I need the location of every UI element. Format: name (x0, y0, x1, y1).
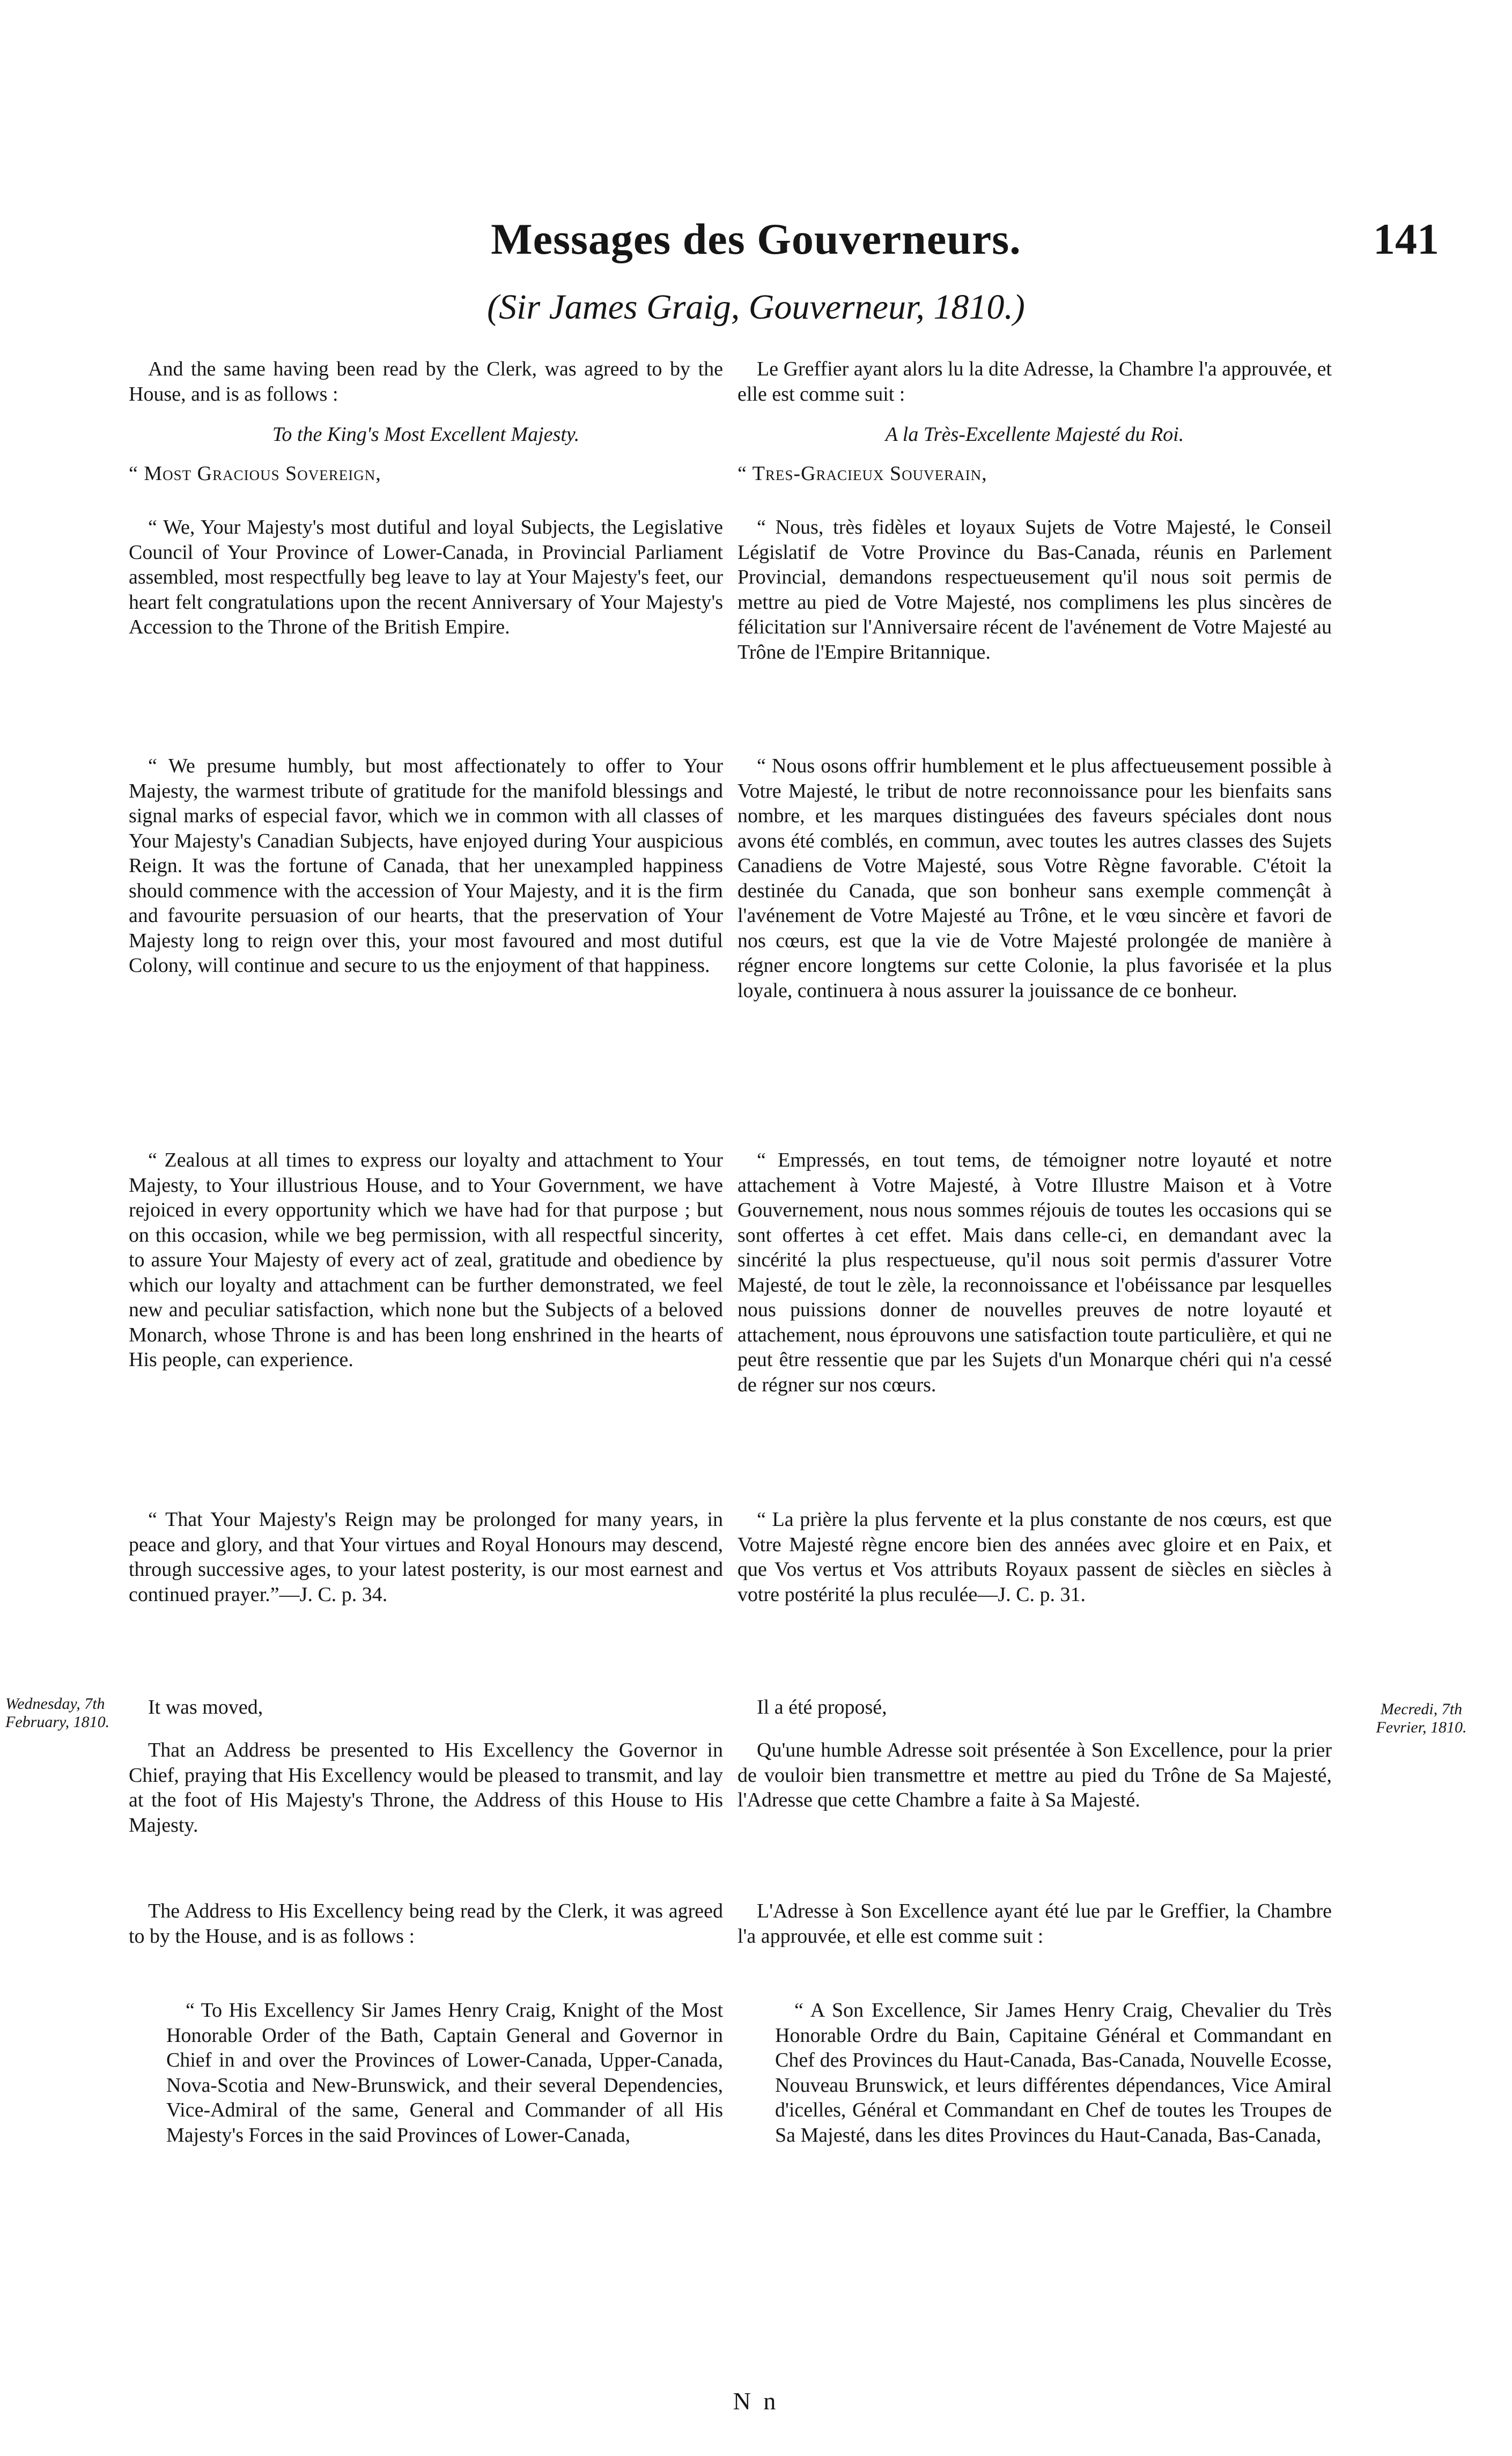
english-paragraph-2: “ We presume humbly, but most affectionately to offer to Your Majesty, the warmest tribute of gratitude for the manifold blessings and signal marks of especial favor, which we in common with all classes of Your Majesty's Canadian Subjects, have enjoyed during Your auspicious Reign. It was the fortune of Canada, that her unexampled happiness should commence with the accession of Your Majesty, and it is the firm and favourite persuasion of our hearts, that the preservation of Your Majesty long to reign over this, your most favoured and most dutiful Colony, will continue and secure to us the enjoyment of that happiness. (129, 755, 723, 977)
english-to-excellency: “ To His Excellency Sir James Henry Craig, Knight of the Most Honorable Order of the Bath, Captain General and Governor in Chief in and over the Provinces of Lower-Canada, Upper-Canada, Nova-Scotia and New-Brunswick, and their several Dependencies, Vice-Admiral of the same, General and Commander of all His Majesty's Forces in the said Provinces of Lower-Canada, (166, 1999, 723, 2147)
english-agreed: The Address to His Excellency being read by the Clerk, it was agreed to by the House, and is as follows : (129, 1900, 723, 1948)
french-motion: Qu'une humble Adresse soit présentée à Son Excellence, pour la prier de vouloir bien transmettre et mettre au pied du Trône de Sa Majesté, l'Adresse que cette Chambre a faite à Sa Majesté. (737, 1739, 1332, 1811)
english-paragraph-3: “ Zealous at all times to express our loyalty and attachment to Your Majesty, to Your illustrious House, and to Your Government, we have rejoiced in every opportunity which we have had for that purpose ; but on this occasion, while we beg permission, with all respectful sincerity, to assure Your Majesty of every act of zeal, gratitude and obedience by which our loyalty and attachment can be further demonstrated, we feel new and peculiar satisfaction, which none but the Subjects of a beloved Monarch, whose Throne is and has been long enshrined in the hearts of His people, can experience. (129, 1149, 723, 1371)
page-subtitle: (Sir James Graig, Gouverneur, 1810.) (487, 287, 1025, 327)
french-salutation: “ Tres-Gracieux Souverain, (737, 462, 987, 485)
english-moved: It was moved, (148, 1696, 263, 1719)
english-paragraph-1: “ We, Your Majesty's most dutiful and loyal Subjects, the Legislative Council of Your Province of Lower-Canada, in Provincial Parliament assembled, most respectfully beg leave to lay at Your Majesty's feet, our heart felt congratulations upon the recent Anniversary of Your Majesty's Accession to the Throne of the British Empire. (129, 516, 723, 638)
french-to-excellency: “ A Son Excellence, Sir James Henry Craig, Chevalier du Très Honorable Ordre du Bain, Capitaine Général et Commandant en Chef des Provinces du Haut-Canada, Bas-Canada, Nouvelle Ecosse, Nouveau Brunswick, et leurs différentes dépendances, Vice Amiral d'icelles, Général et Commandant en Chef de toutes les Troupes de Sa Majesté, dans les dites Provinces du Haut-Canada, Bas-Canada, (775, 1999, 1332, 2147)
page-number: 141 (1373, 215, 1439, 263)
french-agreed: L'Adresse à Son Excellence ayant été lue par le Greffier, la Chambre l'a approuvée, et elle est comme suit : (737, 1900, 1332, 1948)
margin-date-right: Mecredi, 7th Fevrier, 1810. (1376, 1700, 1467, 1736)
french-paragraph-3: “ Empressés, en tout tems, de témoigner notre loyauté et notre attachement à Votre Majesté, à Votre Illustre Maison et à Votre Gouvernement, nous nous sommes réjouis de toutes les occasions qui se sont offertes à cet effet. Mais dans celle-ci, en demandant avec la sincérité la plus respectueuse, qu'il nous soit permis d'assurer Votre Majesté, de tout le zèle, la reconnoissance et l'obéissance par lesquelles nous puissions donner de nouvelles preuves de notre loyauté et attachement, nous éprouvons une satisfaction toute particulière, et qui ne peut être ressentie que par les Sujets d'un Monarque chéri qui n'a cessé de régner sur nos cœurs. (737, 1149, 1332, 1396)
signature-mark: N n (733, 2387, 779, 2415)
french-intro: Le Greffier ayant alors lu la dite Adresse, la Chambre l'a approuvée, et elle est comme suit : (737, 358, 1332, 405)
english-intro: And the same having been read by the Clerk, was agreed to by the House, and is as follows : (129, 358, 723, 405)
english-motion: That an Address be presented to His Excellency the Governor in Chief, praying that His Excellency would be pleased to transmit, and lay at the foot of His Majesty's Throne, the Address of this House to His Majesty. (129, 1739, 723, 1837)
english-salutation: “ Most Gracious Sovereign, (129, 462, 381, 485)
french-paragraph-4: “ La prière la plus fervente et la plus constante de nos cœurs, est que Votre Majesté règne encore bien des années avec gloire et en Paix, et que Vos vertus et Vos attributs Royaux passent de siècles en siècles à votre postérité la plus reculée—J. C. p. 31. (737, 1508, 1332, 1606)
margin-date-left: Wednesday, 7th February, 1810. (5, 1695, 110, 1731)
french-address-to: A la Très-Excellente Majesté du Roi. (885, 423, 1184, 446)
french-paragraph-2: “ Nous osons offrir humblement et le plus affectueusement possible à Votre Majesté, le tribut de notre reconnoissance pour les bienfaits sans nombre, et les marques distinguées des faveurs spéciales dont nous avons été comblés, en commun, avec toutes les autres classes des Sujets Canadiens de Votre Majesté, sous Votre Règne favorable. C'étoit la destinée du Canada, que son bonheur sans exemple commençât à l'avénement de Votre Majesté au Trône, et le vœu sincère et favori de nos cœurs, est que la vie de Votre Majesté prolongée de manière à régner encore longtems sur cette Colonie, la plus favorisée et la plus loyale, continuera à nous assurer la jouissance de ce bonheur. (737, 755, 1332, 1002)
french-paragraph-1: “ Nous, très fidèles et loyaux Sujets de Votre Majesté, le Conseil Législatif de Votre Province du Bas-Canada, réunis en Parlement Provincial, demandons respectueusement qu'il nous soit permis de mettre au pied de Votre Majesté, nos complimens les plus sincères de félicitation sur l'Anniversaire récent de l'avénement de Votre Majesté au Trône de l'Empire Britannique. (737, 516, 1332, 663)
page-title: Messages des Gouverneurs. (491, 215, 1021, 263)
english-address-to: To the King's Most Excellent Majesty. (272, 423, 580, 446)
english-paragraph-4: “ That Your Majesty's Reign may be prolonged for many years, in peace and glory, and that Your virtues and Royal Honours may descend, through successive ages, to your latest posterity, is our most earnest and continued prayer.”—J. C. p. 34. (129, 1508, 723, 1606)
french-moved: Il a été proposé, (757, 1696, 887, 1719)
